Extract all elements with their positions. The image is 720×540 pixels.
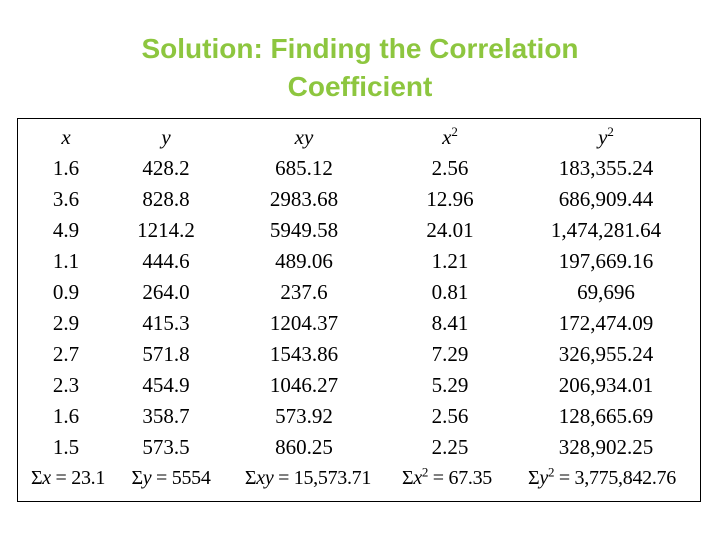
cell-x-squared: 0.81 — [431, 280, 469, 304]
table-row — [18, 245, 702, 277]
sum-xy: Σxy = 15,573.71 — [244, 467, 372, 489]
cell-x: 2.7 — [52, 342, 80, 366]
cell-x-squared: 2.25 — [431, 435, 469, 459]
cell-xy: 573.92 — [275, 404, 333, 428]
cell-x: 1.6 — [52, 156, 80, 180]
cell-xy: 685.12 — [275, 156, 333, 180]
cell-y: 264.0 — [142, 280, 190, 304]
sum-x-squared: $\Sigma x^2 = 67.35$ — [401, 464, 492, 489]
cell-y: 358.7 — [142, 404, 190, 428]
cell-xy: 1046.27 — [269, 373, 339, 397]
cell-x-squared: 7.29 — [431, 342, 469, 366]
cell-y: 828.8 — [142, 187, 190, 211]
correlation-table — [17, 118, 701, 502]
cell-x-squared: 2.56 — [431, 404, 469, 428]
cell-xy: 1204.37 — [269, 311, 339, 335]
cell-x: 0.9 — [52, 280, 80, 304]
cell-x: 4.9 — [52, 218, 80, 242]
cell-y-squared: 1,474,281.64 — [550, 218, 662, 242]
title-line-1: Solution: Finding the Correlation — [141, 33, 579, 64]
cell-y-squared: 183,355.24 — [558, 156, 654, 180]
cell-y-squared: 686,909.44 — [558, 187, 654, 211]
table-row — [18, 369, 702, 401]
cell-xy: 489.06 — [275, 249, 333, 273]
table-row — [18, 276, 702, 308]
header-x-squared: $x^2$ — [442, 124, 458, 149]
table-row — [18, 183, 702, 215]
cell-x: 3.6 — [52, 187, 80, 211]
cell-y-squared: 69,696 — [577, 280, 635, 304]
table-row — [18, 431, 702, 463]
cell-y-squared: 172,474.09 — [558, 311, 654, 335]
cell-y: 1214.2 — [137, 218, 195, 242]
cell-xy: 860.25 — [275, 435, 333, 459]
cell-xy: 2983.68 — [269, 187, 339, 211]
sum-y: Σy = 5554 — [131, 467, 211, 489]
cell-x: 2.9 — [52, 311, 80, 335]
cell-y-squared: 326,955.24 — [558, 342, 654, 366]
cell-y: 415.3 — [142, 311, 190, 335]
slide-title — [0, 30, 720, 106]
sum-row — [18, 462, 702, 494]
sum-x: Σx = 23.1 — [30, 467, 106, 489]
cell-y: 573.5 — [142, 435, 190, 459]
cell-x: 2.3 — [52, 373, 80, 397]
cell-x-squared: 5.29 — [431, 373, 469, 397]
cell-x-squared: 24.01 — [426, 218, 474, 242]
cell-y: 444.6 — [142, 249, 190, 273]
header-x: x — [61, 125, 71, 149]
cell-y-squared: 128,665.69 — [558, 404, 654, 428]
cell-y-squared: 206,934.01 — [558, 373, 654, 397]
table-row — [18, 152, 702, 184]
cell-xy: 5949.58 — [269, 218, 339, 242]
title-line-2: Coefficient — [287, 71, 433, 102]
cell-x-squared: 12.96 — [426, 187, 474, 211]
cell-y-squared: 197,669.16 — [558, 249, 654, 273]
header-y-squared: $y^2$ — [598, 124, 614, 149]
cell-x-squared: 2.56 — [431, 156, 469, 180]
cell-y: 454.9 — [142, 373, 190, 397]
table-row — [18, 400, 702, 432]
table-row — [18, 307, 702, 339]
cell-x: 1.5 — [52, 435, 80, 459]
cell-xy: 237.6 — [280, 280, 328, 304]
cell-x-squared: 8.41 — [431, 311, 469, 335]
cell-x: 1.1 — [52, 249, 80, 273]
sum-y-squared: $\Sigma y^2 = 3,775,842.76$ — [528, 464, 676, 489]
cell-y: 428.2 — [142, 156, 190, 180]
cell-x: 1.6 — [52, 404, 80, 428]
cell-xy: 1543.86 — [269, 342, 339, 366]
table-row — [18, 338, 702, 370]
header-y: y — [161, 125, 171, 149]
cell-x-squared: 1.21 — [431, 249, 469, 273]
table-header-row — [18, 121, 702, 153]
table-row — [18, 214, 702, 246]
cell-y-squared: 328,902.25 — [558, 435, 654, 459]
header-xy: xy — [294, 125, 314, 149]
cell-y: 571.8 — [142, 342, 190, 366]
